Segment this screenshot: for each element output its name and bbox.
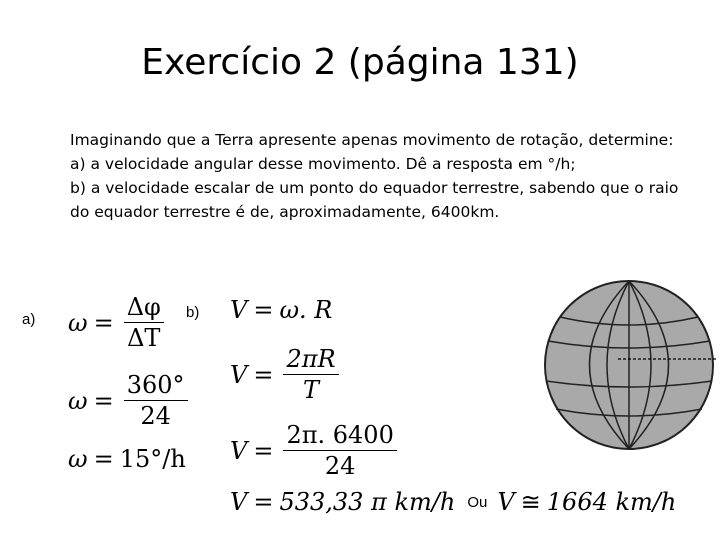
globe-illustration bbox=[540, 277, 718, 455]
equals-sign: = bbox=[253, 488, 274, 516]
v-symbol: V bbox=[230, 436, 248, 465]
degrees-fraction bbox=[124, 370, 188, 431]
fraction-denominator: ΔT bbox=[127, 324, 161, 352]
velocity-period-formula bbox=[230, 344, 343, 405]
omega-definition bbox=[68, 292, 168, 353]
problem-intro: Imaginando que a Terra apresente apenas movimento de rotação, determine: bbox=[70, 131, 674, 149]
velocity-result-km: 1664 km/h bbox=[546, 488, 677, 516]
radius-fraction bbox=[283, 420, 396, 481]
solution-b-label: b) bbox=[186, 304, 200, 321]
omega-substitution bbox=[68, 370, 192, 431]
approx-sign: ≅ bbox=[520, 488, 541, 516]
equals-sign: = bbox=[253, 360, 274, 389]
period-fraction bbox=[283, 344, 338, 405]
equals-sign: = bbox=[93, 386, 114, 415]
fraction-denominator: T bbox=[303, 376, 320, 404]
or-label: Ou bbox=[467, 493, 488, 511]
v-symbol: V bbox=[230, 296, 248, 324]
problem-statement bbox=[70, 128, 700, 224]
fraction-numerator: 360° bbox=[124, 370, 188, 401]
problem-part-b: b) a velocidade escalar de um ponto do equador terrestre, sabendo que o raio do equador terrestre é de, aproximadamente, 6400km. bbox=[70, 179, 679, 221]
fraction-denominator: 24 bbox=[140, 402, 171, 430]
velocity-substitution bbox=[230, 420, 401, 481]
fraction-denominator: 24 bbox=[324, 452, 356, 480]
v-symbol: V bbox=[230, 360, 248, 389]
velocity-rhs: ω. R bbox=[279, 296, 333, 324]
fraction-numerator: 2πR bbox=[283, 344, 338, 375]
omega-symbol: ω bbox=[68, 386, 88, 415]
equals-sign: = bbox=[253, 296, 274, 324]
omega-result bbox=[68, 445, 186, 473]
delta-fraction bbox=[124, 292, 164, 353]
omega-value: 15°/h bbox=[119, 445, 186, 473]
velocity-results bbox=[230, 488, 676, 516]
slide-title: Exercício 2 (página 131) bbox=[141, 42, 579, 83]
fraction-numerator: 2π. 6400 bbox=[283, 420, 396, 451]
velocity-definition bbox=[230, 296, 332, 324]
equals-sign: = bbox=[93, 445, 114, 473]
v-symbol: V bbox=[230, 488, 248, 516]
fraction-numerator: Δφ bbox=[124, 292, 164, 323]
equals-sign: = bbox=[93, 308, 114, 337]
equals-sign: = bbox=[253, 436, 274, 465]
solution-a-label: a) bbox=[22, 311, 36, 328]
velocity-result-pi: 533,33 π km/h bbox=[279, 488, 456, 516]
omega-symbol: ω bbox=[68, 445, 88, 473]
omega-symbol: ω bbox=[68, 308, 88, 337]
v-symbol: V bbox=[497, 488, 515, 516]
problem-part-a: a) a velocidade angular desse movimento. Dê a resposta em °/h; bbox=[70, 155, 576, 173]
